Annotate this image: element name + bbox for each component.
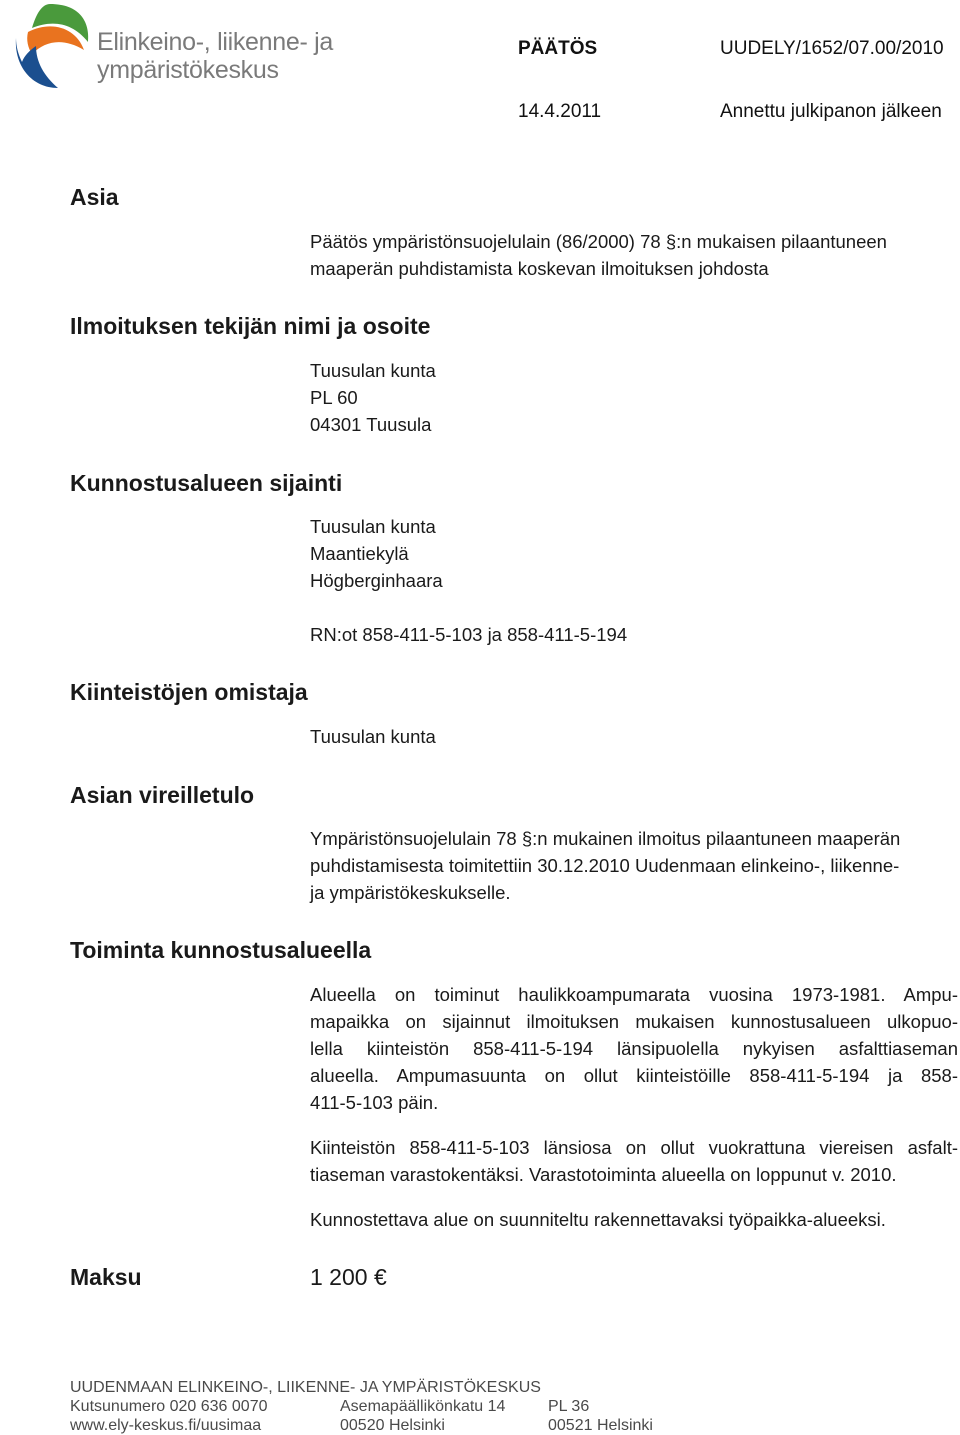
footer-po-postal: 00521 Helsinki xyxy=(548,1417,653,1434)
omistaja-value: Tuusulan kunta xyxy=(310,726,436,747)
asia-line-2: maaperän puhdistamista koskevan ilmoituksen johdosta xyxy=(310,258,769,279)
toiminta-p1-line-1: Alueella on toiminut haulikkoampumarata vuosina 1973-1981. Ampu- xyxy=(310,984,958,1005)
asia-line-1: Päätös ympäristönsuojelulain (86/2000) 78 §:n mukaisen pilaantuneen xyxy=(310,231,887,252)
toiminta-p2-line-1: Kiinteistön 858-411-5-103 länsiosa on ollut vuokrattuna viereisen asfalt- xyxy=(310,1137,958,1158)
toiminta-paragraph-1 xyxy=(310,981,958,1116)
vireilletulo-line-2: puhdistamisesta toimitettiin 30.12.2010 Uudenmaan elinkeino-, liikenne- xyxy=(310,855,900,876)
footer-street: Asemapäällikönkatu 14 xyxy=(340,1398,506,1415)
toiminta-paragraph-2 xyxy=(310,1134,958,1188)
toiminta-p1-line-5: 411-5-103 päin. xyxy=(310,1092,439,1113)
document-number: UUDELY/1652/07.00/2010 xyxy=(720,38,944,59)
vireilletulo-text xyxy=(310,825,958,906)
logo-line-1: Elinkeino-, liikenne- ja xyxy=(97,28,333,56)
logo-line-2: ympäristökeskus xyxy=(97,56,279,84)
vireilletulo-line-1: Ympäristönsuojelulain 78 §:n mukainen ilmoitus pilaantuneen maaperän xyxy=(310,828,901,849)
toiminta-paragraph-3: Kunnostettava alue on suunniteltu rakennettavaksi työpaikka-alueeksi. xyxy=(310,1209,886,1230)
heading-toiminta: Toiminta kunnostusalueella xyxy=(70,937,372,963)
maksu-amount: 1 200 € xyxy=(310,1264,387,1290)
sijainti-line-3: Högberginhaara xyxy=(310,570,443,591)
ilmoittaja-address xyxy=(310,357,436,438)
heading-omistaja: Kiinteistöjen omistaja xyxy=(70,679,308,705)
publication-note: Annettu julkipanon jälkeen xyxy=(720,101,942,122)
ilmoittaja-po-box: PL 60 xyxy=(310,387,358,408)
ilmoittaja-name: Tuusulan kunta xyxy=(310,360,436,381)
toiminta-p2-line-2: tiaseman varastokentäksi. Varastotoiminta alueella on loppunut v. 2010. xyxy=(310,1164,897,1185)
ely-logo-icon xyxy=(10,2,90,92)
asia-text xyxy=(310,228,958,282)
footer-street-postal: 00520 Helsinki xyxy=(340,1417,445,1434)
document-date: 14.4.2011 xyxy=(518,101,602,122)
heading-vireilletulo: Asian vireilletulo xyxy=(70,782,255,808)
document-type: PÄÄTÖS xyxy=(518,38,598,59)
heading-sijainti: Kunnostusalueen sijainti xyxy=(70,470,343,496)
toiminta-p1-line-2: mapaikka on sijainnut ilmoituksen mukaisen kunnostusalueen ulkopuo- xyxy=(310,1011,958,1032)
footer-web: www.ely-keskus.fi/uusimaa xyxy=(70,1417,262,1434)
ilmoittaja-postal: 04301 Tuusula xyxy=(310,414,432,435)
logo-wordmark xyxy=(97,28,333,84)
vireilletulo-line-3: ja ympäristökeskukselle. xyxy=(310,882,511,903)
toiminta-p1-line-4: alueella. Ampumasuunta on ollut kiinteistöille 858-411-5-194 ja 858- xyxy=(310,1065,958,1086)
sijainti-line-1: Tuusulan kunta xyxy=(310,516,436,537)
sijainti-rn: RN:ot 858-411-5-103 ja 858-411-5-194 xyxy=(310,624,628,645)
sijainti-text xyxy=(310,513,443,594)
footer-org: UUDENMAAN ELINKEINO-, LIIKENNE- JA YMPÄRISTÖKESKUS xyxy=(70,1379,541,1396)
footer-phone: Kutsunumero 020 636 0070 xyxy=(70,1398,268,1415)
heading-maksu: Maksu xyxy=(70,1264,142,1290)
sijainti-line-2: Maantiekylä xyxy=(310,543,409,564)
heading-asia: Asia xyxy=(70,184,119,210)
heading-ilmoittaja: Ilmoituksen tekijän nimi ja osoite xyxy=(70,313,431,339)
toiminta-p1-line-3: lella kiinteistön 858-411-5-194 länsipuolella nykyisen asfalttiaseman xyxy=(310,1038,958,1059)
footer-po-box: PL 36 xyxy=(548,1398,590,1415)
